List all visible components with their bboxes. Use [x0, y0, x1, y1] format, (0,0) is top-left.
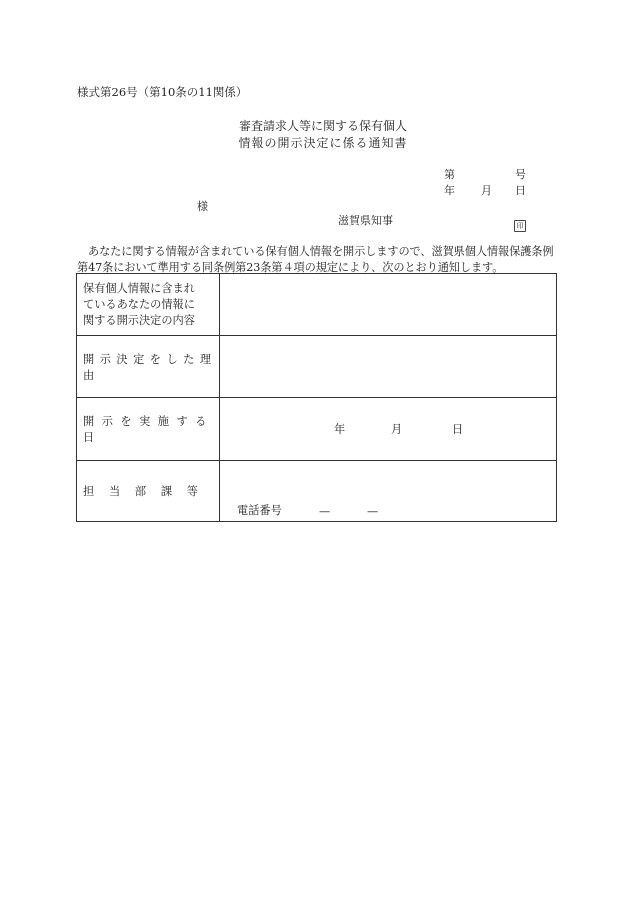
date-month-label: 月: [391, 423, 403, 436]
date-day: 日: [515, 184, 526, 197]
field-disclosure-content[interactable]: [220, 274, 557, 336]
table-row: [77, 336, 557, 398]
label-line: 関する開示決定の内容: [83, 313, 195, 327]
issuer-name: 滋賀県知事: [338, 214, 393, 227]
seal-mark: [514, 213, 526, 232]
number-suffix: 号: [515, 168, 526, 181]
label-department: [77, 461, 220, 522]
seal-icon: 印: [514, 220, 526, 232]
number-prefix: 第: [444, 168, 455, 181]
date-year: 年: [444, 184, 455, 197]
table-row: [77, 398, 557, 461]
phone-dash: —: [319, 505, 331, 518]
label-reason: [77, 336, 220, 398]
field-department[interactable]: [220, 461, 557, 522]
field-disclosure-date[interactable]: [220, 398, 557, 461]
label-line: 保有個人情報に含まれ: [83, 281, 195, 295]
date-month: 月: [481, 184, 492, 197]
label-disclosure-date: [77, 398, 220, 461]
notice-body-text: あなたに関する情報が含まれている保有個人情報を開示しますので、滋賀県個人情報保護条例第47条において準用する同条例第23条第４項の規定により、次のとおり通知します。: [77, 245, 554, 274]
label-char: 部: [134, 485, 147, 498]
label-line: ているあなたの情報に: [83, 297, 195, 311]
date-day-label: 日: [452, 423, 464, 436]
label-char: 担: [83, 485, 95, 498]
form-number: 様式第26号（第10条の11関係）: [77, 85, 248, 99]
table-row: [77, 274, 557, 336]
field-reason[interactable]: [220, 336, 557, 398]
date-year-label: 年: [334, 423, 346, 436]
label-text: 開示を実施する日: [83, 415, 214, 444]
label-char: 課: [160, 485, 173, 498]
label-char: 等: [186, 485, 198, 498]
label-char: 当: [108, 485, 121, 498]
notice-table: [76, 273, 557, 522]
notice-body: [77, 244, 557, 275]
addressee-suffix: 様: [197, 200, 208, 213]
document-title-line1: 審査請求人等に関する保有個人: [238, 119, 407, 133]
table-row: [77, 461, 557, 522]
label-text: 開示決定をした理由: [83, 352, 217, 382]
document-title-line2: 情報の開示決定に係る通知書: [238, 136, 408, 150]
phone-label: 電話番号: [237, 504, 282, 517]
phone-dash: —: [367, 505, 379, 518]
label-disclosure-content: [77, 274, 220, 336]
